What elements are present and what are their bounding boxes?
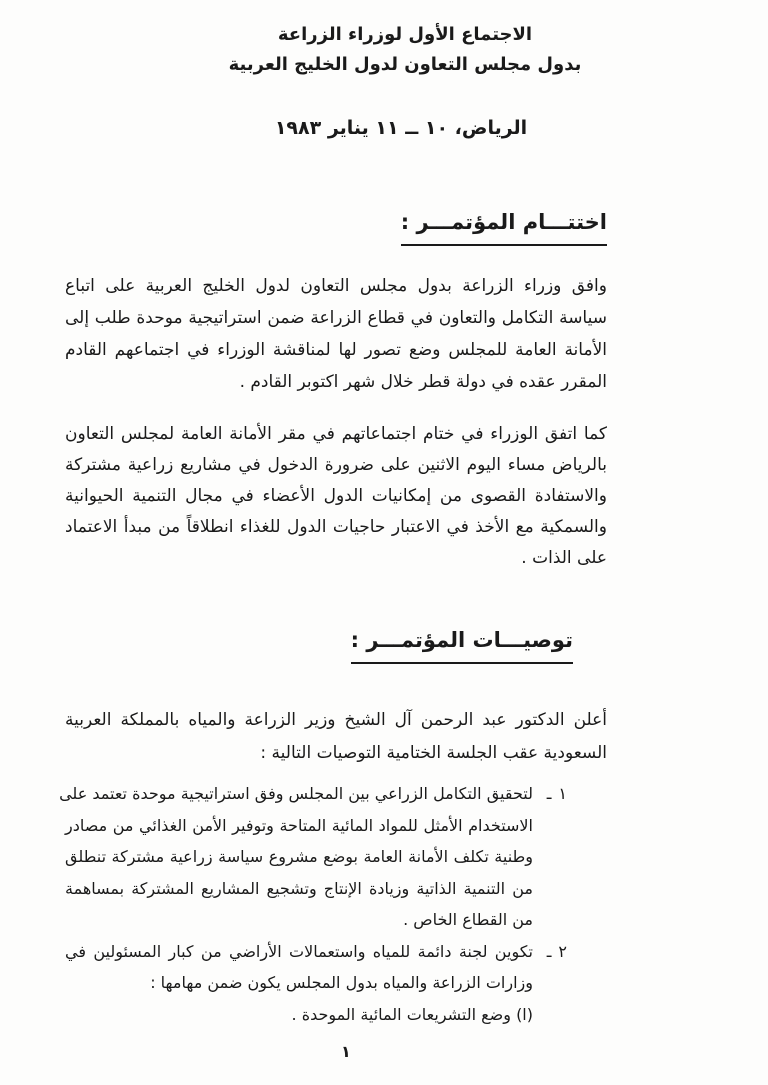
closing-heading-text: اختتـــام المؤتمـــر : — [401, 209, 607, 246]
item-number — [547, 936, 567, 968]
item-number — [547, 778, 567, 810]
paragraph-line: وافق وزراء الزراعة بدول مجلس التعاون لدول الخليج العربية على اتباع — [65, 276, 607, 296]
paragraph-line: السعودية عقب الجلسة الختامية التوصيات التالية : — [260, 743, 607, 763]
recommendations-list — [59, 778, 567, 1030]
paragraph-line: على الذات . — [521, 548, 607, 568]
recommendation-line: من التنمية الذاتية وزيادة الإنتاج وتشجيع المشاريع المشتركة بمساهمة — [65, 878, 533, 898]
paragraph-line: بالرياض مساء اليوم الاثنين على ضرورة الدخول في مشاريع زراعية مشتركة — [65, 455, 607, 475]
paragraph-line: والسمكية مع الأخذ في الاعتبار حاجيات الدول للغذاء انطلاقاً من مبدأ الاعتماد — [65, 517, 607, 537]
recommendation-line: لتحقيق التكامل الزراعي بين المجلس وفق استراتيجية موحدة تعتمد على — [59, 784, 533, 803]
document-title-line-2: بدول مجلس التعاون لدول الخليج العربية — [228, 54, 582, 75]
recommendation-item-2 — [65, 936, 567, 1031]
recommendations-section-heading — [351, 627, 573, 664]
item-dash: ـ — [546, 941, 552, 961]
recommendations-heading-text: توصيـــات المؤتمـــر : — [351, 627, 573, 664]
closing-paragraph-1 — [65, 270, 607, 398]
paragraph-line: سياسة التكامل والتعاون في قطاع الزراعة ضمن استراتيجية موحدة طلب إلى — [65, 308, 607, 328]
document-title-line-1: الاجتماع الأول لوزراء الزراعة — [277, 24, 533, 45]
page-number: ١ — [341, 1042, 351, 1061]
paragraph-line: المقرر عقده في دولة قطر خلال شهر اكتوبر القادم . — [239, 372, 607, 392]
closing-section-heading — [401, 209, 607, 246]
recommendation-item-1 — [59, 778, 567, 936]
sub-recommendation-line: (ا) وضع التشريعات المائية الموحدة . — [291, 1004, 533, 1024]
recommendation-line: تكوين لجنة دائمة للمياه واستعمالات الأراضي من كبار المسئولين في — [65, 941, 533, 961]
recommendation-line: من القطاع الخاص . — [403, 910, 533, 929]
paragraph-line: الأمانة العامة للمجلس وضع تصور لها لمناقشة الوزراء في اجتماعهم القادم — [65, 340, 607, 360]
paragraph-line: والاستفادة القصوى من إمكانيات الدول الأعضاء في مجال التنمية الحيوانية — [65, 486, 607, 506]
item-number-value: ٢ — [558, 941, 567, 961]
recommendation-line: وطنية تكلف الأمانة العامة بوضع مشروع سياسة زراعية مشتركة تنطلق — [65, 847, 533, 866]
closing-paragraph-2 — [65, 419, 607, 574]
document-title — [21, 20, 768, 80]
recommendation-line: وزارات الزراعة والمياه بدول المجلس يكون ضمن مهامها : — [150, 973, 533, 992]
paragraph-line: أعلن الدكتور عبد الرحمن آل الشيخ وزير الزراعة والمياه بالمملكة العربية — [65, 710, 607, 730]
item-number-value: ١ — [558, 784, 567, 803]
item-dash: ـ — [546, 784, 552, 803]
document-date: الرياض، ١٠ ــ ١١ يناير ١٩٨٣ — [274, 117, 528, 139]
recommendation-line: الاستخدام الأمثل للمواد المائية المتاحة وتوفير الأمن الغذائي من مصادر — [65, 815, 533, 835]
recommendations-intro — [65, 704, 607, 770]
paragraph-line: كما اتفق الوزراء في ختام اجتماعاتهم في مقر الأمانة العامة لمجلس التعاون — [65, 424, 607, 444]
